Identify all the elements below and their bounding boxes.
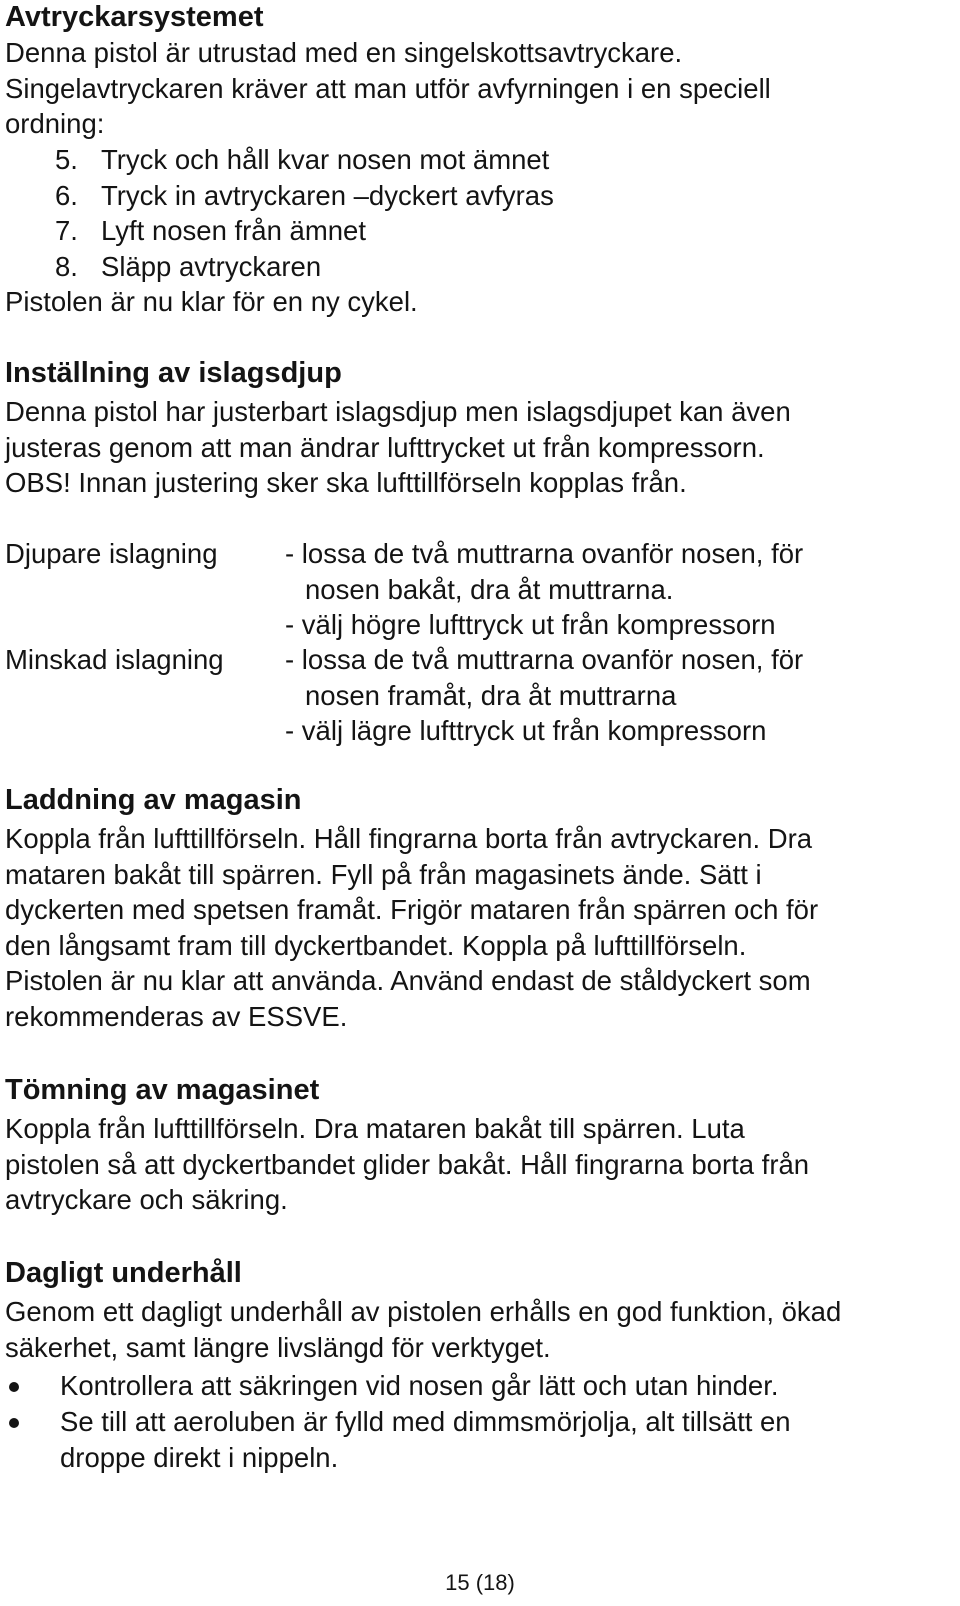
text-line: Koppla från lufttillförseln. Dra mataren bakåt till spärren. Luta: [5, 1113, 745, 1144]
text-line: den långsamt fram till dyckertbandet. Koppla på lufttillförseln.: [5, 929, 747, 961]
section-heading-maintenance: Dagligt underhåll: [5, 1257, 242, 1289]
text-line: ordning:: [5, 108, 105, 139]
text-line: - lossa de två muttrarna ovanför nosen, för: [285, 538, 804, 569]
text-line: Se till att aeroluben är fylld med dimmsmörjolja, alt tillsätt en: [60, 1406, 791, 1437]
trigger-paragraph: [5, 35, 771, 142]
deeper-instructions: [285, 536, 803, 643]
step-number: 5.: [55, 144, 78, 175]
list-item: [55, 249, 554, 285]
text-line: Pistolen är nu klar att använda. Använd endast de ståldyckert som: [5, 965, 811, 996]
text-line: Singelavtryckaren kräver att man utför avfyrningen i en speciell: [5, 72, 771, 104]
bullet-text: Kontrollera att säkringen vid nosen går lätt och utan hinder.: [60, 1370, 779, 1401]
step-text: Tryck och håll kvar nosen mot ämnet: [101, 144, 550, 175]
step-number: 8.: [55, 250, 78, 282]
step-text: Lyft nosen från ämnet: [101, 215, 366, 246]
text-line: justeras genom att man ändrar lufttrycket ut från kompressorn.: [5, 431, 765, 463]
step-number: 6.: [55, 179, 78, 211]
text-line: - lossa de två muttrarna ovanför nosen, för: [285, 644, 804, 675]
maintenance-paragraph: [5, 1294, 841, 1365]
text-line: säkerhet, samt längre livslängd för verktyget.: [5, 1331, 551, 1363]
depth-paragraph: [5, 394, 791, 501]
list-item: [55, 213, 554, 249]
text-line: nosen bakåt, dra åt muttrarna.: [305, 573, 674, 605]
text-line: pistolen så att dyckertbandet glider bakåt. Håll fingrarna borta från: [5, 1148, 810, 1180]
text-line: rekommenderas av ESSVE.: [5, 1000, 348, 1032]
bullet-dot-icon: [9, 1382, 19, 1392]
section-heading-loading: Laddning av magasin: [5, 784, 302, 816]
shallower-label: Minskad islagning: [5, 644, 224, 675]
bullet-text: [60, 1404, 791, 1475]
text-line: OBS! Innan justering sker ska lufttillförseln kopplas från.: [5, 467, 687, 498]
section-heading-depth: Inställning av islagsdjup: [5, 357, 342, 389]
text-line: Denna pistol är utrustad med en singelskottsavtryckare.: [5, 37, 683, 68]
shallower-instructions: [285, 642, 803, 749]
trigger-steps-list: [5, 142, 554, 284]
loading-paragraph: [5, 821, 818, 1034]
list-item: [55, 178, 554, 214]
emptying-paragraph: [5, 1111, 809, 1218]
bullet-dot-icon: [9, 1418, 19, 1428]
text-line: Denna pistol har justerbart islagsdjup men islagsdjupet kan även: [5, 396, 791, 427]
text-line: Koppla från lufttillförseln. Håll fingrarna borta från avtryckaren. Dra: [5, 823, 813, 854]
text-line: droppe direkt i nippeln.: [60, 1441, 339, 1473]
text-line: mataren bakåt till spärren. Fyll på från magasinets ände. Sätt i: [5, 858, 762, 890]
deeper-label: Djupare islagning: [5, 538, 218, 569]
trigger-closing: Pistolen är nu klar för en ny cykel.: [5, 286, 418, 317]
section-heading-emptying: Tömning av magasinet: [5, 1074, 320, 1106]
text-line: nosen framåt, dra åt muttrarna: [305, 679, 677, 711]
text-line: Genom ett dagligt underhåll av pistolen erhålls en god funktion, ökad: [5, 1296, 842, 1327]
step-text: Släpp avtryckaren: [101, 250, 322, 282]
text-line: - välj lägre lufttryck ut från kompressorn: [285, 715, 767, 746]
page-number: 15 (18): [445, 1570, 515, 1595]
section-heading-trigger: Avtryckarsystemet: [5, 1, 264, 33]
text-line: dyckerten med spetsen framåt. Frigör mataren från spärren och för: [5, 894, 819, 925]
list-item: [55, 142, 554, 178]
step-number: 7.: [55, 215, 78, 246]
text-line: avtryckare och säkring.: [5, 1184, 288, 1215]
step-text: Tryck in avtryckaren –dyckert avfyras: [101, 179, 554, 211]
text-line: - välj högre lufttryck ut från kompressorn: [285, 609, 776, 640]
